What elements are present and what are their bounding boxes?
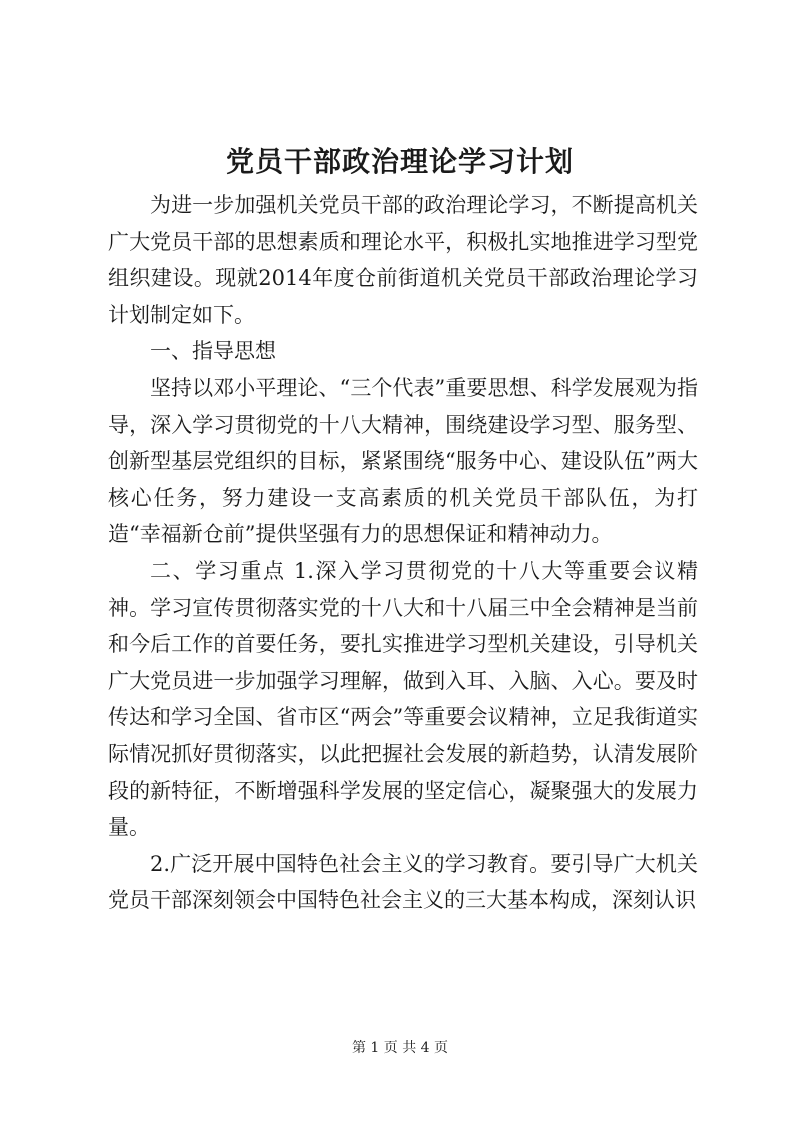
document-title: 党员干部政治理论学习计划	[225, 145, 574, 178]
paragraph-intro: 为进一步加强机关党员干部的政治理论学习，不断提高机关广大党员干部的思想素质和理论水平，积极扎实地推进学习型党组织建设。现就2014年度仓前街道机关党员干部政治理论学习计划制定如下。	[108, 193, 698, 327]
paragraph-study-focus-2: 2.广泛开展中国特色社会主义的学习教育。要引导广大机关党员干部深刻领会中国特色社会主义的三大基本构成，深刻认识	[108, 851, 698, 913]
section-heading-guiding-thought: 一、指导思想	[150, 339, 276, 364]
paragraph-guiding-thought: 坚持以邓小平理论、“三个代表”重要思想、科学发展观为指导，深入学习贯彻党的十八大精神，围绕建设学习型、服务型、创新型基层党组织的目标，紧紧围绕“服务中心、建设队伍”两大核心任务，努力建设一支高素质的机关党员干部队伍，为打造“幸福新仓前”提供坚强有力的思想保证和精神动力。	[108, 375, 698, 547]
page-footer: 第 1 页 共 4 页	[351, 1040, 449, 1056]
document-body	[108, 187, 698, 919]
paragraph-study-focus-1: 二、学习重点 1.深入学习贯彻党的十八大等重要会议精神。学习宣传贯彻落实党的十八大和十八届三中全会精神是当前和今后工作的首要任务，要扎实推进学习型机关建设，引导机关广大党员进一步加强学习理解，做到入耳、入脑、入心。要及时传达和学习全国、省市区“两会”等重要会议精神，立足我街道实际情况抓好贯彻落实，以此把握社会发展的新趋势，认清发展阶段的新特征，不断增强科学发展的坚定信心，凝聚强大的发展力量。	[108, 558, 698, 840]
